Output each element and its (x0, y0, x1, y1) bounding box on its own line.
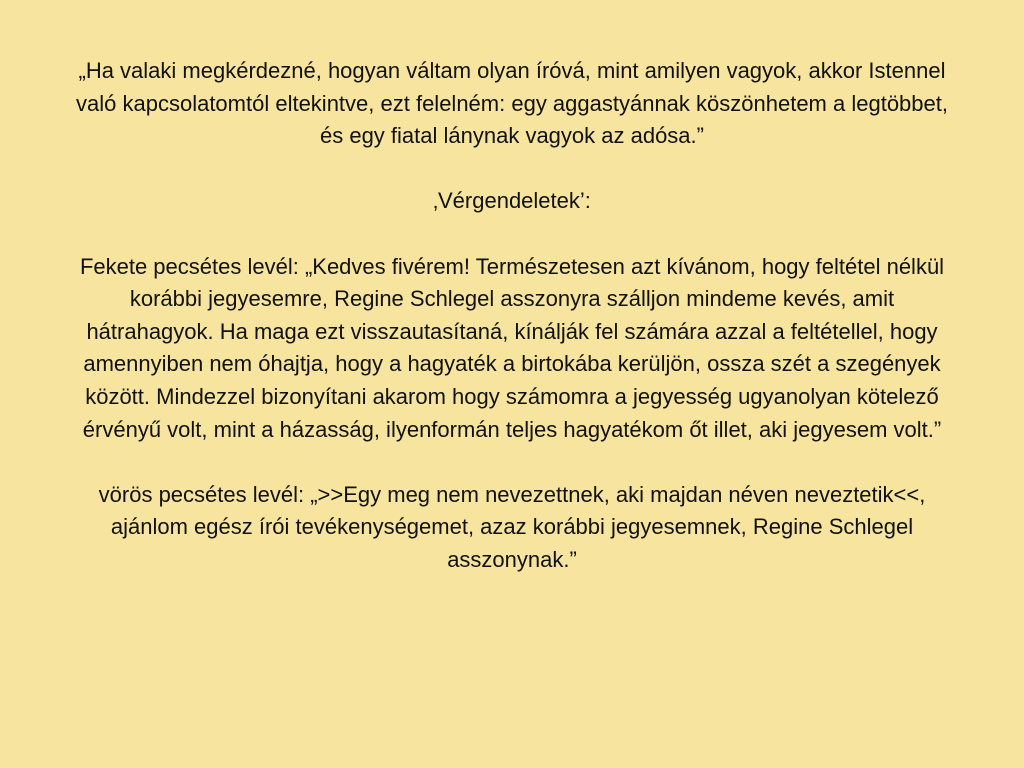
red-seal-letter-paragraph: vörös pecsétes levél: „>>Egy meg nem nevezettnek, aki majdan néven neveztetik<<, ajánlom egész írói tevékenységemet, azaz korábbi jegyesemnek, Regine Schlegel asszonynak.” (98, 481, 926, 572)
slide-text-block (70, 55, 954, 577)
paragraph-gap (70, 446, 954, 479)
quote-paragraph: „Ha valaki megkérdezné, hogyan váltam olyan íróvá, mint amilyen vagyok, akkor Istennel való kapcsolatomtól eltekintve, ezt felelném: egy aggastyánnak köszönhetem a legtöbbet, és egy fiatal lánynak vagyok az adósa.” (76, 58, 948, 149)
section-heading: ‚Vérgendeletek’: (433, 188, 591, 214)
paragraph-gap (70, 218, 954, 251)
black-seal-letter-paragraph: Fekete pecsétes levél: „Kedves fivérem! Természetesen azt kívánom, hogy feltétel nélkül korábbi jegyesemre, Regine Schlegel asszonyra szálljon mindeme kevés, amit hátrahagyok. Ha maga ezt visszautasítaná, kínálják fel számára azzal a feltétellel, hogy amennyiben nem óhajtja, hogy a hagyaték a birtokába kerüljön, ossza szét a szegények között. Mindezzel bizonyítani akarom hogy számomra a jegyesség ugyanolyan kötelező érvényű volt, mint a házasság, ilyenformán teljes hagyatékom őt illet, aki jegyesem volt.” (79, 253, 945, 442)
paragraph-gap (70, 153, 954, 186)
